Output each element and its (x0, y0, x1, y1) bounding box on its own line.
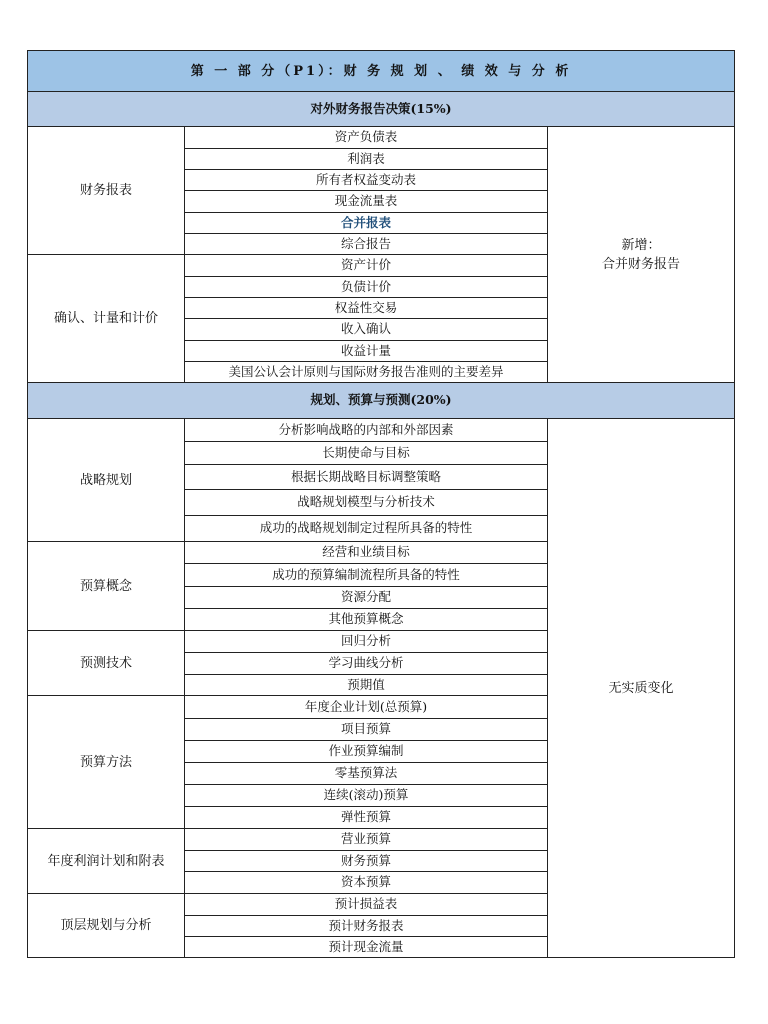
topic-cell: 作业预算编制 (185, 741, 548, 763)
topic-cell: 权益性交易 (185, 298, 548, 319)
topic-cell: 资本预算 (185, 872, 548, 894)
topic-cell: 分析影响战略的内部和外部因素 (185, 419, 548, 442)
syllabus-table (27, 50, 735, 958)
topic-cell: 项目预算 (185, 719, 548, 741)
topic-cell: 利润表 (185, 149, 548, 170)
category-cell: 顶层规划与分析 (28, 894, 185, 958)
topic-cell: 弹性预算 (185, 807, 548, 829)
topic-cell: 长期使命与目标 (185, 442, 548, 465)
topic-cell: 连续(滚动)预算 (185, 785, 548, 807)
change-note (548, 419, 735, 958)
topic-cell: 年度企业计划(总预算) (185, 696, 548, 719)
topic-cell: 资源分配 (185, 587, 548, 609)
topic-cell-highlighted: 合并报表 (185, 213, 548, 234)
category-cell: 战略规划 (28, 419, 185, 542)
change-note-line: 新增： (621, 237, 661, 253)
category-cell: 预算方法 (28, 696, 185, 829)
category-cell: 预测技术 (28, 631, 185, 696)
topic-cell: 美国公认会计原则与国际财务报告准则的主要差异 (185, 362, 548, 383)
topic-cell: 学习曲线分析 (185, 653, 548, 675)
topic-cell: 预计现金流量 (185, 937, 548, 958)
topic-cell: 战略规划模型与分析技术 (185, 490, 548, 516)
topic-cell: 零基预算法 (185, 763, 548, 785)
change-note-line: 无实质变化 (608, 680, 674, 696)
topic-cell: 预计财务报表 (185, 916, 548, 937)
topic-cell: 资产负债表 (185, 127, 548, 149)
topic-cell: 根据长期战略目标调整策略 (185, 465, 548, 490)
topic-cell: 收入确认 (185, 319, 548, 341)
topic-cell: 成功的战略规划制定过程所具备的特性 (185, 516, 548, 542)
topic-cell: 预计损益表 (185, 894, 548, 916)
category-cell: 确认、计量和计价 (28, 255, 185, 383)
topic-cell: 所有者权益变动表 (185, 170, 548, 191)
topic-cell: 收益计量 (185, 341, 548, 362)
topic-cell: 财务预算 (185, 851, 548, 872)
topic-cell: 现金流量表 (185, 191, 548, 213)
topic-cell: 预期值 (185, 675, 548, 696)
topic-cell: 回归分析 (185, 631, 548, 653)
topic-cell: 成功的预算编制流程所具备的特性 (185, 564, 548, 587)
category-cell: 财务报表 (28, 127, 185, 255)
topic-cell: 资产计价 (185, 255, 548, 277)
table-title: 第 一 部 分（P1）：财 务 规 划 、 绩 效 与 分 析 (28, 51, 735, 92)
topic-cell: 综合报告 (185, 234, 548, 255)
topic-cell: 其他预算概念 (185, 609, 548, 631)
category-cell: 年度利润计划和附表 (28, 829, 185, 894)
topic-cell: 经营和业绩目标 (185, 542, 548, 564)
section-header: 规划、预算与预测(20%) (28, 383, 735, 419)
topic-cell: 营业预算 (185, 829, 548, 851)
change-note-line: 合并财务报告 (602, 256, 681, 272)
topic-cell: 负债计价 (185, 277, 548, 298)
change-note (548, 127, 735, 383)
section-header: 对外财务报告决策(15%) (28, 92, 735, 127)
category-cell: 预算概念 (28, 542, 185, 631)
